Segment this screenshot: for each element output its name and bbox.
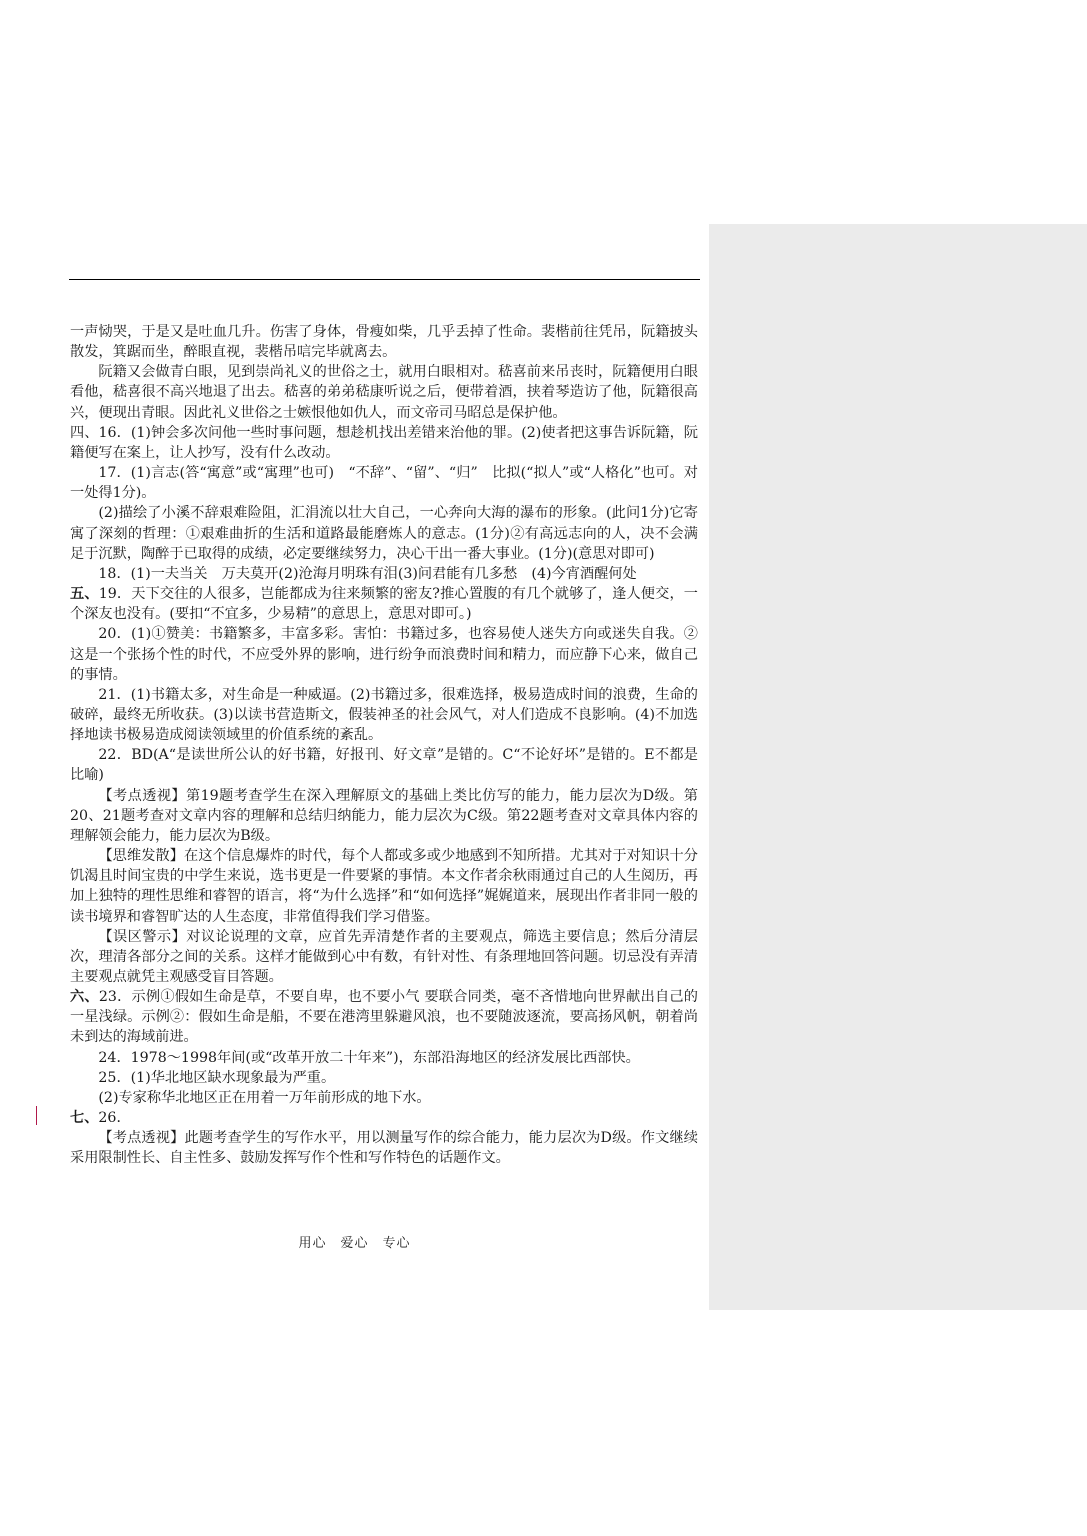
paragraph-text: 23．示例①假如生命是草，不要自卑，也不要小气 要联合同类，毫不吝惜地向世界献出自己的一星浅绿。示例②：假如生命是船，不要在港湾里躲避风浪，也不要随波逐流，要高扬风帆，朝着尚未到达的海域前进。	[70, 989, 698, 1046]
header-rule	[69, 279, 700, 280]
paragraph	[70, 1128, 698, 1168]
paragraph-text: 18．(1)一夫当关 万夫莫开(2)沧海月明珠有泪(3)问君能有几多愁 (4)今宵酒醒何处	[98, 565, 637, 582]
paragraph	[70, 987, 698, 1047]
paragraph	[70, 1048, 698, 1068]
paragraph-text: 一声恸哭，于是又是吐血几升。伤害了身体，骨瘦如柴，几乎丢掉了性命。裴楷前往凭吊，阮籍披头散发，箕踞而坐，醉眼直视，裴楷吊唁完毕就离去。	[70, 324, 698, 361]
page-footer: 用心 爱心 专心	[298, 1236, 411, 1251]
paragraph-text: 17．(1)言志(答“寓意”或“寓理”也可) “不辞”、“留”、“归” 比拟(“拟人”或“人格化”也可。对一处得1分)。	[70, 465, 698, 502]
paragraph-text: 四、16．(1)钟会多次问他一些时事问题，想趁机找出差错来治他的罪。(2)使者把这事告诉阮籍，阮籍便写在案上，让人抄写，没有什么改动。	[70, 424, 698, 461]
paragraph	[70, 1088, 698, 1108]
body-text	[70, 322, 698, 1169]
paragraph	[70, 745, 698, 785]
paragraph-text: 19．天下交往的人很多，岂能都成为往来频繁的密友?推心置腹的有几个就够了，逢人便交，一个深友也没有。(要扣“不宜多，少易精”的意思上，意思对即可。)	[70, 586, 698, 623]
paragraph	[70, 423, 698, 463]
change-bar	[36, 1106, 37, 1125]
paragraph-text: 25．(1)华北地区缺水现象最为严重。	[98, 1069, 336, 1086]
paragraph-text: 21．(1)书籍太多，对生命是一种威逼。(2)书籍过多，很难选择，极易造成时间的浪费，生命的破碎，最终无所收获。(3)以读书营造斯文，假装神圣的社会风气，对人们造成不良影响。(4)不加选择地读书极易造成阅读领域里的价值系统的紊乱。	[70, 686, 698, 744]
paragraph-text: 【思维发散】在这个信息爆炸的时代，每个人都或多或少地感到不知所措。尤其对于对知识十分饥渴且时间宝贵的中学生来说，选书更是一件要紧的事情。本文作者余秋雨通过自己的人生阅历，再加上独特的理性思维和睿智的语言，将“为什么选择”和“如何选择”娓娓道来，展现出作者非同一般的读书境界和睿智旷达的人生态度，非常值得我们学习借鉴。	[70, 848, 698, 925]
paragraph	[70, 685, 698, 745]
paragraph	[70, 846, 698, 927]
paragraph	[70, 463, 698, 503]
paragraph-text: 26．	[98, 1110, 131, 1127]
paragraph	[70, 1108, 698, 1128]
section-number: 七、	[70, 1110, 99, 1127]
paragraph	[70, 786, 698, 846]
paragraph-text: (2)描绘了小溪不辞艰难险阻，汇涓流以壮大自己，一心奔向大海的瀑布的形象。(此问1分)它寄寓了深刻的哲理：①艰难曲折的生活和道路最能磨炼人的意志。(1分)②有高远志向的人，决不会满足于沉默，陶醉于已取得的成绩，必定要继续努力，决心干出一番大事业。(1分)(意思对即可)	[70, 505, 698, 562]
paragraph	[70, 927, 698, 987]
paragraph	[70, 564, 698, 584]
paragraph-text: 22．BD(A“是读世所公认的好书籍，好报刊、好文章”是错的。C“不论好坏”是错的。E不都是比喻)	[70, 747, 698, 784]
section-number: 五、	[70, 586, 99, 603]
paragraph-text: 【考点透视】此题考查学生的写作水平，用以测量写作的综合能力，能力层次为D级。作文继续采用限制性长、自主性多、鼓励发挥写作个性和写作特色的话题作文。	[70, 1130, 698, 1167]
paragraph-text: (2)专家称华北地区正在用着一万年前形成的地下水。	[98, 1089, 431, 1106]
paragraph-text: 阮籍又会做青白眼，见到崇尚礼义的世俗之士，就用白眼相对。嵇喜前来吊丧时，阮籍便用白眼看他，嵇喜很不高兴地退了出去。嵇喜的弟弟嵇康听说之后，便带着酒，挟着琴造访了他，阮籍很高兴，便现出青眼。因此礼义世俗之士嫉恨他如仇人，而文帝司马昭总是保护他。	[70, 364, 698, 421]
paragraph-text: 【考点透视】第19题考查学生在深入理解原文的基础上类比仿写的能力，能力层次为D级。第20、21题考查对文章内容的理解和总结归纳能力，能力层次为C级。第22题考查对文章具体内容的理解领会能力，能力层次为B级。	[70, 787, 698, 844]
paragraph	[70, 1068, 698, 1088]
paragraph	[70, 503, 698, 563]
paragraph-text: 【误区警示】对议论说理的文章，应首先弄清楚作者的主要观点，筛选主要信息；然后分清层次，理清各部分之间的关系。这样才能做到心中有数，有针对性、有条理地回答问题。切忌没有弄清主要观点就凭主观感受盲目答题。	[70, 928, 698, 985]
section-number: 六、	[70, 989, 99, 1006]
paragraph-text: 24．1978～1998年间(或“改革开放二十年来”)，东部沿海地区的经济发展比西部快。	[98, 1049, 640, 1066]
paragraph	[70, 624, 698, 684]
paragraph	[70, 584, 698, 624]
comment-pane	[709, 224, 1087, 1310]
paragraph-text: 20．(1)①赞美：书籍繁多，丰富多彩。害怕：书籍过多，也容易使人迷失方向或迷失自我。②这是一个张扬个性的时代，不应受外界的影响，进行纷争而浪费时间和精力，而应静下心来，做自己的事情。	[70, 626, 698, 683]
paragraph	[70, 322, 698, 362]
paragraph	[70, 362, 698, 422]
